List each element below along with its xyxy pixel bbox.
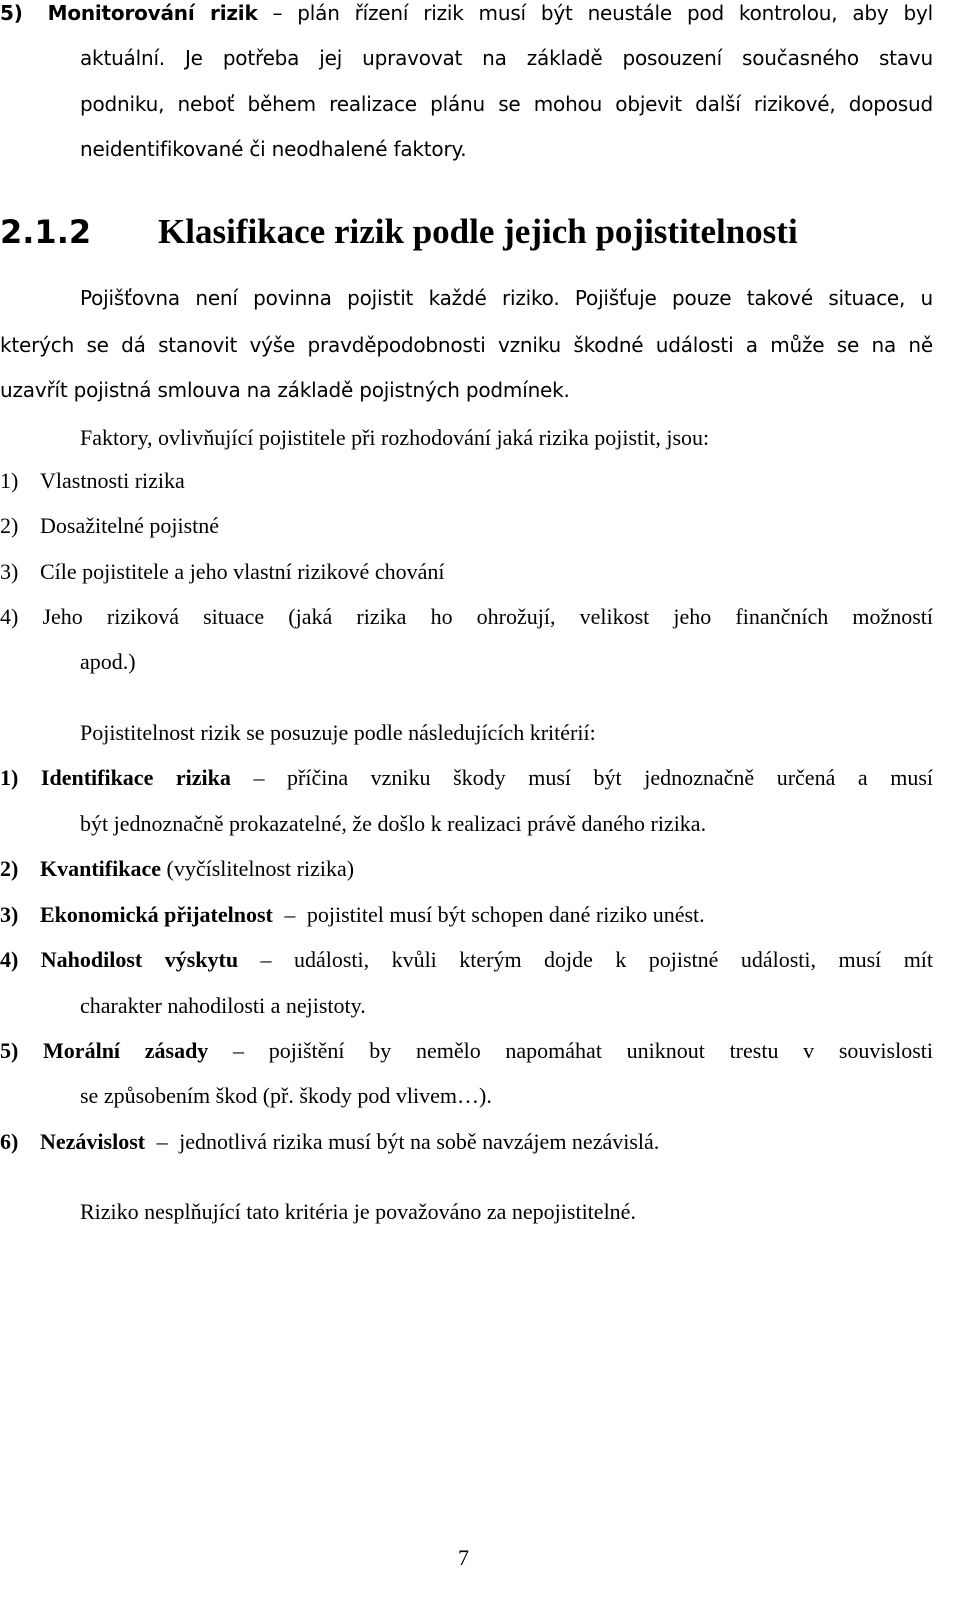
factor-item-text: Cíle pojistitele a jeho vlastní rizikové chování — [40, 559, 445, 584]
factor-item-4 — [0, 604, 933, 630]
criteria-item-5-cont: se způsobením škod (př. škody pod vlivem…). — [80, 1083, 492, 1108]
factor-item-number: 1) — [0, 468, 19, 493]
criteria-item-4 — [0, 947, 933, 973]
factor-item-1 — [0, 468, 185, 494]
criteria-item-term: Identifikace rizika — [40, 765, 231, 790]
criteria-item-sep: – — [233, 1038, 245, 1063]
intro-line-1 — [0, 0, 933, 26]
factor-item-text: Dosažitelné pojistné — [40, 513, 220, 538]
criteria-item-sep: – — [284, 902, 296, 927]
intro-line-3: podniku, neboť během realizace plánu se mohou objevit další rizikové, doposud — [80, 92, 933, 116]
paragraph1-line-2: kterých se dá stanovit výše pravděpodobnosti vzniku škodné události a může se na ně — [0, 333, 933, 357]
factors-intro: Faktory, ovlivňující pojistitele při rozhodování jaká rizika pojistit, jsou: — [80, 425, 710, 450]
criteria-item-2 — [0, 856, 354, 882]
section-number: 2.1.2 — [0, 213, 92, 251]
section-title: Klasifikace rizik podle jejich pojistitelnosti — [158, 212, 798, 251]
criteria-item-sep: – — [253, 765, 265, 790]
criteria-item-number: 3) — [0, 902, 19, 927]
factor-item-3 — [0, 559, 444, 585]
criteria-item-term: Ekonomická přijatelnost — [40, 902, 273, 927]
factor-item-text: Vlastnosti rizika — [40, 468, 185, 493]
criteria-item-5 — [0, 1038, 933, 1064]
criteria-item-number: 1) — [0, 765, 19, 790]
criteria-item-text: příčina vzniku škody musí být jednoznačně určená a musí — [287, 765, 934, 790]
intro-line-4: neidentifikované či neodhalené faktory. — [80, 137, 467, 161]
criteria-item-number: 4) — [0, 947, 19, 972]
criteria-item-text: pojištění by nemělo napomáhat uniknout trestu v souvislosti — [268, 1038, 934, 1063]
intro-term: Monitorování rizik — [47, 1, 258, 25]
section-heading — [0, 212, 798, 252]
factor-item-4-cont: apod.) — [80, 649, 136, 674]
intro-line1-rest: plán řízení rizik musí být neustále pod kontrolou, aby byl — [297, 1, 933, 25]
factor-item-number: 3) — [0, 559, 19, 584]
intro-number: 5) — [0, 1, 23, 25]
criteria-item-sep: – — [260, 947, 272, 972]
paragraph1-line-3: uzavřít pojistná smlouva na základě pojistných podmínek. — [0, 378, 570, 402]
criteria-item-number: 5) — [0, 1038, 19, 1063]
factor-item-2 — [0, 513, 219, 539]
factor-item-number: 2) — [0, 513, 19, 538]
criteria-item-6 — [0, 1129, 659, 1155]
criteria-item-number: 6) — [0, 1129, 19, 1154]
intro-line-2: aktuální. Je potřeba jej upravovat na základě posouzení současného stavu — [80, 46, 933, 70]
criteria-item-number: 2) — [0, 856, 19, 881]
criteria-item-4-cont: charakter nahodilosti a nejistoty. — [80, 993, 366, 1018]
page-number: 7 — [458, 1545, 469, 1570]
criteria-item-term: Kvantifikace — [40, 856, 161, 881]
criteria-item-text: události, kvůli kterým dojde k pojistné události, musí mít — [293, 947, 934, 972]
factor-item-text: Jeho riziková situace (jaká rizika ho ohrožují, velikost jeho finančních možností — [42, 604, 934, 629]
criteria-item-text: jednotlivá rizika musí být na sobě navzájem nezávislá. — [179, 1129, 660, 1154]
closing-sentence: Riziko nesplňující tato kritéria je považováno za nepojistitelné. — [80, 1199, 636, 1224]
factor-item-number: 4) — [0, 604, 19, 629]
criteria-item-1-cont: být jednoznačně prokazatelné, že došlo k realizaci právě daného rizika. — [80, 811, 707, 836]
criteria-intro: Pojistitelnost rizik se posuzuje podle následujících kritérií: — [80, 720, 596, 745]
criteria-item-term: Morální zásady — [43, 1038, 209, 1063]
intro-dash: – — [272, 1, 283, 25]
criteria-item-text: (vyčíslitelnost rizika) — [166, 856, 355, 881]
paragraph1-line-1: Pojišťovna není povinna pojistit každé riziko. Pojišťuje pouze takové situace, u — [80, 286, 933, 310]
criteria-item-3 — [0, 902, 705, 928]
criteria-item-term: Nezávislost — [40, 1129, 146, 1154]
criteria-item-term: Nahodilost výskytu — [40, 947, 239, 972]
criteria-item-sep: – — [156, 1129, 168, 1154]
criteria-item-text: pojistitel musí být schopen dané riziko unést. — [306, 902, 705, 927]
criteria-item-1 — [0, 765, 933, 791]
